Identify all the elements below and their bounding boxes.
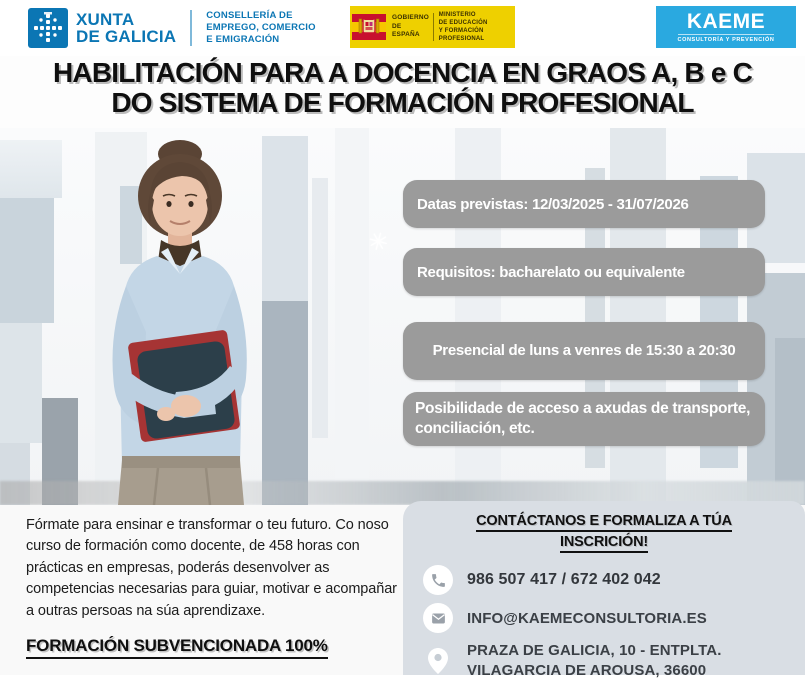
phone-number: 986 507 417 / 672 402 042: [467, 571, 661, 589]
xunta-emblem-icon: [28, 8, 68, 48]
kaeme-name: KAEME: [686, 10, 766, 34]
logo-bar: [0, 0, 805, 56]
teacher-photo: [58, 134, 308, 505]
address-row: [417, 641, 791, 680]
postal-address: [467, 641, 722, 680]
conselleria-label: CONSELLERÍA DE EMPREGO, COMERCIO E EMIGRACIÓN: [206, 10, 316, 45]
info-box-requirements: Requisitos: bacharelato ou equivalente: [403, 248, 765, 296]
background-bar: [312, 178, 328, 438]
xunta-de-galicia-logo: [28, 8, 316, 48]
email-row: [417, 603, 791, 633]
gobierno-de-espana-logo: [350, 6, 515, 48]
course-description: [26, 515, 398, 659]
address-line-1: PRAZA DE GALICIA, 10 - ENTPLTA.: [467, 642, 722, 660]
info-box-schedule: Presencial de luns a venres de 15:30 a 20:30: [403, 322, 765, 380]
hero-section: [0, 128, 805, 505]
email-address: INFO@KAEMECONSULTORIA.ES: [467, 609, 707, 627]
xunta-divider: [190, 10, 192, 46]
info-box-aid: Posibilidade de acceso a axudas de transporte, conciliación, etc.: [403, 392, 765, 446]
description-paragraph: Fórmate para ensinar e transformar o teu futuro. Co noso curso de formación como docente, de 458 horas con prácticas en empresas, poderás desenvolver as competencias necesarias para guiar, motivar e acompañar a outras persoas na súa aprendizaxe.: [26, 517, 397, 619]
background-bar: [0, 140, 62, 198]
kaeme-tagline: CONSULTORÍA Y PREVENCIÓN: [678, 34, 775, 43]
spain-coat-of-arms-icon: [350, 6, 388, 48]
bottom-section: [0, 505, 805, 679]
ministerio-label: MINISTERIO DE EDUCACIÓN Y FORMACIÓN PROFESIONAL: [438, 11, 488, 43]
contact-heading-line-1: CONTÁCTANOS E FORMALIZA A TÚA: [476, 513, 732, 532]
page-title: [0, 58, 805, 118]
phone-icon: [423, 565, 453, 595]
background-bar: [0, 198, 54, 323]
phone-row: [417, 565, 791, 595]
mail-icon: [423, 603, 453, 633]
address-line-2: VILAGARCIA DE AROUSA, 36600: [467, 661, 707, 679]
contact-panel: [403, 501, 805, 679]
sparkle-icon: ✳: [364, 226, 392, 259]
contact-heading-line-2: INSCRICIÓN!: [560, 534, 648, 553]
info-box-dates: Datas previstas: 12/03/2025 - 31/07/2026: [403, 180, 765, 228]
subsidy-highlight: FORMACIÓN SUBVENCIONADA 100%: [26, 636, 328, 659]
kaeme-logo: [656, 6, 796, 48]
contact-heading: [417, 511, 791, 553]
background-bar: [0, 323, 42, 443]
title-line-2: DO SISTEMA DE FORMACIÓN PROFESIONAL: [111, 86, 694, 118]
xunta-name: XUNTA DE GALICIA: [76, 10, 177, 46]
title-line-1: HABILITACIÓN PARA A DOCENCIA EN GRAOS A, B e C: [53, 57, 752, 88]
background-bar: [775, 338, 805, 505]
background-bar: [335, 128, 369, 505]
location-icon: [423, 647, 453, 675]
gobierno-label: GOBIERNO DE ESPAÑA: [392, 14, 429, 39]
